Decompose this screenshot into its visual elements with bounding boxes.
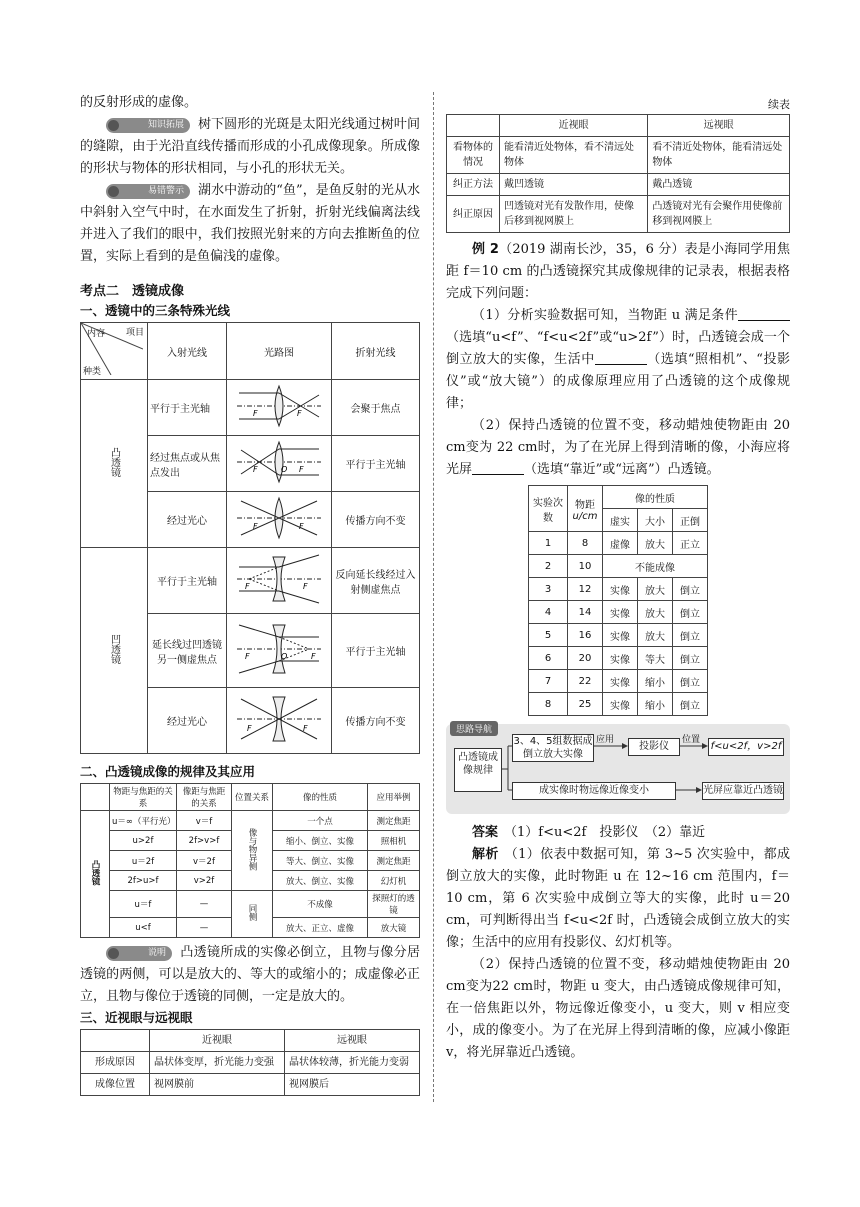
t5-a: 实像 xyxy=(603,578,638,601)
table-row: 4 xyxy=(529,601,568,624)
row4-incident: 平行于主光轴 xyxy=(148,548,227,614)
t3-corner xyxy=(81,1030,150,1052)
intro-line: 的反射形成的虚像。 xyxy=(80,95,198,110)
t4-row1-far: 看不清近处物体，能看清远处物体 xyxy=(648,137,790,174)
t5-sub-orient: 正倒 xyxy=(673,509,708,532)
t3-header-far: 远视眼 xyxy=(285,1030,420,1052)
flow-condition-box: f<u<2f，v>2f xyxy=(708,738,784,756)
row2-incident: 经过焦点或从焦点发出 xyxy=(148,436,227,492)
t3-row1-near: 晶状体变厚，折光能力变强 xyxy=(150,1052,285,1074)
flow-root: 凸透镜成像规律 xyxy=(454,748,502,792)
t3-row2-near: 视网膜前 xyxy=(150,1074,285,1096)
t5-sub-real: 虚实 xyxy=(603,509,638,532)
t5-b: 放大 xyxy=(638,624,673,647)
note-tag: 说明 xyxy=(106,946,172,961)
t2-row3-nature: 等大、倒立、实像 xyxy=(273,851,368,871)
row5-refracted: 平行于主光轴 xyxy=(332,614,420,688)
answer xyxy=(446,822,790,844)
q2-part-b: （选填“靠近”或“远离”）凸透镜。 xyxy=(524,462,720,477)
t2-row3-u: u＝2f xyxy=(110,851,177,871)
tip-knowledge xyxy=(80,114,420,180)
t5-c: 正立 xyxy=(673,532,708,555)
t2-row5-v: — xyxy=(177,891,232,918)
thinking-flowchart xyxy=(446,724,790,814)
t5-c: 倒立 xyxy=(673,624,708,647)
t4-row2-near: 戴凹透镜 xyxy=(500,174,648,196)
t2-row2-nature: 缩小、倒立、实像 xyxy=(273,831,368,851)
t5-c: 倒立 xyxy=(673,693,708,716)
svg-text:F: F xyxy=(299,465,304,474)
t5-none: 不能成像 xyxy=(603,555,708,578)
t2-row5-u: u＝f xyxy=(110,891,177,918)
column-divider xyxy=(433,92,434,1102)
t4-row1-near: 能看清近处物体，看不清远处物体 xyxy=(500,137,648,174)
t2-header-pos: 位置关系 xyxy=(232,784,273,811)
flow-rule-box: 成实像时物远像近像变小 xyxy=(512,782,676,800)
q2-part-a: （2）保持凸透镜的位置不变，移动蜡烛使物距由 20 cm变为 22 cm时，为了在光屏上得到清晰的像，小海应将光屏 xyxy=(446,418,790,477)
row2-refracted: 平行于主光轴 xyxy=(332,436,420,492)
header-refracted: 折射光线 xyxy=(332,323,420,380)
svg-text:O: O xyxy=(281,652,288,661)
example-source: （2019 湖南长沙，35，6 分） xyxy=(498,242,685,257)
t2-row1-nature: 一个点 xyxy=(273,811,368,831)
svg-text:F: F xyxy=(311,652,316,661)
flow-header: 思路导航 xyxy=(450,721,498,736)
svg-text:F: F xyxy=(303,724,308,733)
t2-header-nature: 像的性质 xyxy=(273,784,368,811)
concave-focus-diagram xyxy=(233,621,325,677)
svg-text:F: F xyxy=(253,522,258,531)
t4-header-far: 远视眼 xyxy=(648,115,790,137)
t4-row3-near: 凹透镜对光有发散作用，使像后移到视网膜上 xyxy=(500,196,648,233)
continued-label: 续表 xyxy=(768,98,790,111)
row1-incident: 平行于主光轴 xyxy=(148,380,227,436)
t5-c: 倒立 xyxy=(673,601,708,624)
q1-part-b: （选填“u<f”、“f<u<2f”或“u>2f”）时，凸透镜会成一个倒立放大的实像，生活中 xyxy=(446,330,790,367)
table-row: 5 xyxy=(529,624,568,647)
answer-text: （1）f<u<2f 投影仪 （2）靠近 xyxy=(504,825,706,840)
table-row: 3 xyxy=(529,578,568,601)
row6-refracted: 传播方向不变 xyxy=(332,688,420,754)
t5-u: 25 xyxy=(568,693,603,716)
t5-header-u: 物距 u/cm xyxy=(568,486,603,532)
t2-corner xyxy=(81,784,110,811)
t5-u: 10 xyxy=(568,555,603,578)
svg-text:F: F xyxy=(245,652,250,661)
t2-row1-v: v＝f xyxy=(177,811,232,831)
t2-row4-u: 2f>u>f xyxy=(110,871,177,891)
t5-c: 倒立 xyxy=(673,647,708,670)
analysis-label: 解析 xyxy=(472,847,499,862)
left-column xyxy=(80,92,420,1096)
table-row: 1 xyxy=(529,532,568,555)
t2-pos-diff: 像与物异侧 xyxy=(232,811,273,891)
svg-text:F: F xyxy=(247,724,252,733)
t2-row6-v: — xyxy=(177,918,232,938)
question-2 xyxy=(446,415,790,481)
t3-row1-far: 晶状体较薄，折光能力变弱 xyxy=(285,1052,420,1074)
t2-row3-app: 测定焦距 xyxy=(368,851,420,871)
svg-text:F: F xyxy=(253,409,258,418)
q2-blank xyxy=(472,460,524,475)
t2-row4-v: v>2f xyxy=(177,871,232,891)
t2-row4-nature: 放大、倒立、实像 xyxy=(273,871,368,891)
row3-incident: 经过光心 xyxy=(148,492,227,548)
t2-row2-v: 2f>v>f xyxy=(177,831,232,851)
t5-header-num: 实验次数 xyxy=(529,486,568,532)
example-lead: 例 2 xyxy=(472,242,499,257)
t2-row1-app: 测定焦距 xyxy=(368,811,420,831)
t5-a: 实像 xyxy=(603,647,638,670)
table-row: 7 xyxy=(529,670,568,693)
subheading-special-rays: 一、透镜中的三条特殊光线 xyxy=(80,303,231,318)
t5-c: 倒立 xyxy=(673,670,708,693)
t2-row6-nature: 放大、正立、虚像 xyxy=(273,918,368,938)
t2-lens-label: 凸透镜 xyxy=(81,811,110,938)
convex-label: 凸透镜 xyxy=(81,380,148,548)
t4-row1-label: 看物体的情况 xyxy=(447,137,500,174)
tip-warning xyxy=(80,180,420,268)
t5-header-nature: 像的性质 xyxy=(603,486,708,509)
t2-row5-nature: 不成像 xyxy=(273,891,368,918)
t5-u: 20 xyxy=(568,647,603,670)
t2-row2-u: u>2f xyxy=(110,831,177,851)
convex-focus-diagram xyxy=(233,439,325,485)
t4-header-near: 近视眼 xyxy=(500,115,648,137)
row3-refracted: 传播方向不变 xyxy=(332,492,420,548)
knowledge-text: 树下圆形的光斑是太阳光线通过树叶间的缝隙，由于光沿直线传播而形成的小孔成像现象。所成像的形状与物体的形状相同，与小孔的形状无关。 xyxy=(80,117,420,176)
example-text: 表是小海同学用焦距 f＝10 cm 的凸透镜探究其成像规律的记录表，根据表格完成下列问题： xyxy=(446,242,790,301)
t5-b: 放大 xyxy=(638,578,673,601)
t5-a: 实像 xyxy=(603,670,638,693)
q1-blank-2 xyxy=(595,350,647,365)
row2-diagram xyxy=(227,436,332,492)
flow-label-position: 位置 xyxy=(682,735,701,745)
t5-a: 虚像 xyxy=(603,532,638,555)
t4-row3-far: 凸透镜对光有会聚作用使像前移到视网膜上 xyxy=(648,196,790,233)
t2-pos-same: 同侧 xyxy=(232,891,273,938)
diagonal-header-cell xyxy=(81,323,148,380)
t5-u: 16 xyxy=(568,624,603,647)
t4-row2-label: 纠正方法 xyxy=(447,174,500,196)
row4-refracted: 反向延长线经过入射侧虚焦点 xyxy=(332,548,420,614)
svg-text:F: F xyxy=(299,522,304,531)
t3-row2-far: 视网膜后 xyxy=(285,1074,420,1096)
t2-row1-u: u＝∞（平行光） xyxy=(110,811,177,831)
row4-diagram xyxy=(227,548,332,614)
row5-incident: 延长线过凹透镜另一侧虚焦点 xyxy=(148,614,227,688)
t5-a: 实像 xyxy=(603,624,638,647)
convex-parallel-diagram xyxy=(233,383,325,429)
t2-header-app: 应用举例 xyxy=(368,784,420,811)
analysis-2: （2）保持凸透镜的位置不变，移动蜡烛使物距由 20 cm变为22 cm时，物距 u 变大，由凸透镜成像规律可知，在一倍焦距以外，物远像近像变小，u 变大，则 v 相应变小，成的像变小。为了在光屏上得到清晰的像，应减小像距 v，将光屏靠近凸透镜。 xyxy=(446,957,790,1060)
row1-refracted: 会聚于焦点 xyxy=(332,380,420,436)
experiment-table xyxy=(528,485,708,716)
t2-header-u: 物距与焦距的关系 xyxy=(110,784,177,811)
tip-note xyxy=(80,942,420,1008)
t5-a: 实像 xyxy=(603,693,638,716)
header-diagram: 光路图 xyxy=(227,323,332,380)
svg-text:F: F xyxy=(253,465,258,474)
t5-b: 放大 xyxy=(638,532,673,555)
row6-diagram xyxy=(227,688,332,754)
t4-row2-far: 戴凸透镜 xyxy=(648,174,790,196)
flow-conclusion-box: 光屏应靠近凸透镜 xyxy=(702,782,784,800)
imaging-rules-table xyxy=(80,783,420,938)
table-row: 8 xyxy=(529,693,568,716)
svg-text:O: O xyxy=(281,465,288,474)
concave-center-diagram xyxy=(233,693,325,745)
flow-projector-box: 投影仪 xyxy=(628,738,680,756)
t5-u: 8 xyxy=(568,532,603,555)
t2-row6-app: 放大镜 xyxy=(368,918,420,938)
analysis-1 xyxy=(446,844,790,954)
t5-u: 12 xyxy=(568,578,603,601)
row1-diagram xyxy=(227,380,332,436)
t3-row1-label: 形成原因 xyxy=(81,1052,150,1074)
t5-b: 缩小 xyxy=(638,670,673,693)
t2-header-v: 像距与焦距的关系 xyxy=(177,784,232,811)
concave-label: 凹透镜 xyxy=(81,548,148,754)
subheading-eyes: 三、近视眼与远视眼 xyxy=(80,1010,193,1025)
t2-row2-app: 照相机 xyxy=(368,831,420,851)
diag-label-bottom: 种类 xyxy=(83,367,102,377)
svg-text:F: F xyxy=(297,409,302,418)
knowledge-tag: 知识拓展 xyxy=(106,118,190,133)
t3-row2-label: 成像位置 xyxy=(81,1074,150,1096)
t5-a: 实像 xyxy=(603,601,638,624)
t2-row6-u: u<f xyxy=(110,918,177,938)
diag-label-mid: 内容 xyxy=(87,329,106,339)
q1-blank-1 xyxy=(738,306,790,321)
row3-diagram xyxy=(227,492,332,548)
table-row: 6 xyxy=(529,647,568,670)
flow-data-box: 3、4、5组数据成倒立放大实像 xyxy=(513,736,593,760)
t2-row3-v: v＝2f xyxy=(177,851,232,871)
eyes-table-continued xyxy=(446,114,790,233)
t2-row4-app: 幻灯机 xyxy=(368,871,420,891)
row5-diagram xyxy=(227,614,332,688)
convex-center-diagram xyxy=(233,495,325,541)
diag-label-top: 项目 xyxy=(125,328,144,338)
eyes-table xyxy=(80,1029,420,1096)
example-intro xyxy=(446,239,790,305)
svg-text:F: F xyxy=(303,582,308,591)
question-1 xyxy=(446,305,790,415)
t5-u: 22 xyxy=(568,670,603,693)
q1-part-a: （1）分析实验数据可知，当物距 u 满足条件 xyxy=(472,308,738,323)
t2-row5-app: 探照灯的透镜 xyxy=(368,891,420,918)
t3-header-near: 近视眼 xyxy=(150,1030,285,1052)
answer-label: 答案 xyxy=(472,825,499,840)
right-column xyxy=(446,96,790,1064)
t5-b: 等大 xyxy=(638,647,673,670)
concave-parallel-diagram xyxy=(233,553,325,605)
t5-c: 倒立 xyxy=(673,578,708,601)
note-text: 凸透镜所成的实像必倒立，且物与像分居透镜的两侧，可以是放大的、等大的或缩小的；成虚像必正立，且物与像位于透镜的同侧，一定是放大的。 xyxy=(80,945,420,1004)
row6-incident: 经过光心 xyxy=(148,688,227,754)
t5-u: 14 xyxy=(568,601,603,624)
t4-corner xyxy=(447,115,500,137)
q1-part-c: （选填“照相机”、“投影仪”或“放大镜”）的成像原理应用了凸透镜的这个成像规律； xyxy=(446,352,790,411)
t5-b: 放大 xyxy=(638,601,673,624)
warning-tag: 易错警示 xyxy=(106,184,190,199)
special-rays-table xyxy=(80,322,420,754)
t4-row3-label: 纠正原因 xyxy=(447,196,500,233)
header-incident: 入射光线 xyxy=(148,323,227,380)
warning-text: 湖水中游动的“鱼”，是鱼反射的光从水中斜射入空气中时，在水面发生了折射，折射光线偏离法线并进入了我们的眼中，我们按照光射来的方向去推断鱼的位置，实际上看到的是鱼偏浅的虚像。 xyxy=(80,183,420,264)
t5-sub-size: 大小 xyxy=(638,509,673,532)
analysis-text-1: （1）依表中数据可知，第 3~5 次实验中，都成倒立放大的实像，此时物距 u 在 12~16 cm 范围内，f＝10 cm，第 6 次实验中成倒立等大的实像，此时 u＝20 cm，可判断得出当 f<u<2f 时，凸透镜会成倒立放大的实像；生活中的应用有投影仪、幻灯机等。 xyxy=(446,847,790,950)
subheading-imaging-rules: 二、凸透镜成像的规律及其应用 xyxy=(80,764,256,779)
section-title: 考点二 透镜成像 xyxy=(80,284,185,299)
flow-label-apply: 应用 xyxy=(596,735,615,745)
t5-b: 缩小 xyxy=(638,693,673,716)
svg-text:F: F xyxy=(245,582,250,591)
table-row: 2 xyxy=(529,555,568,578)
